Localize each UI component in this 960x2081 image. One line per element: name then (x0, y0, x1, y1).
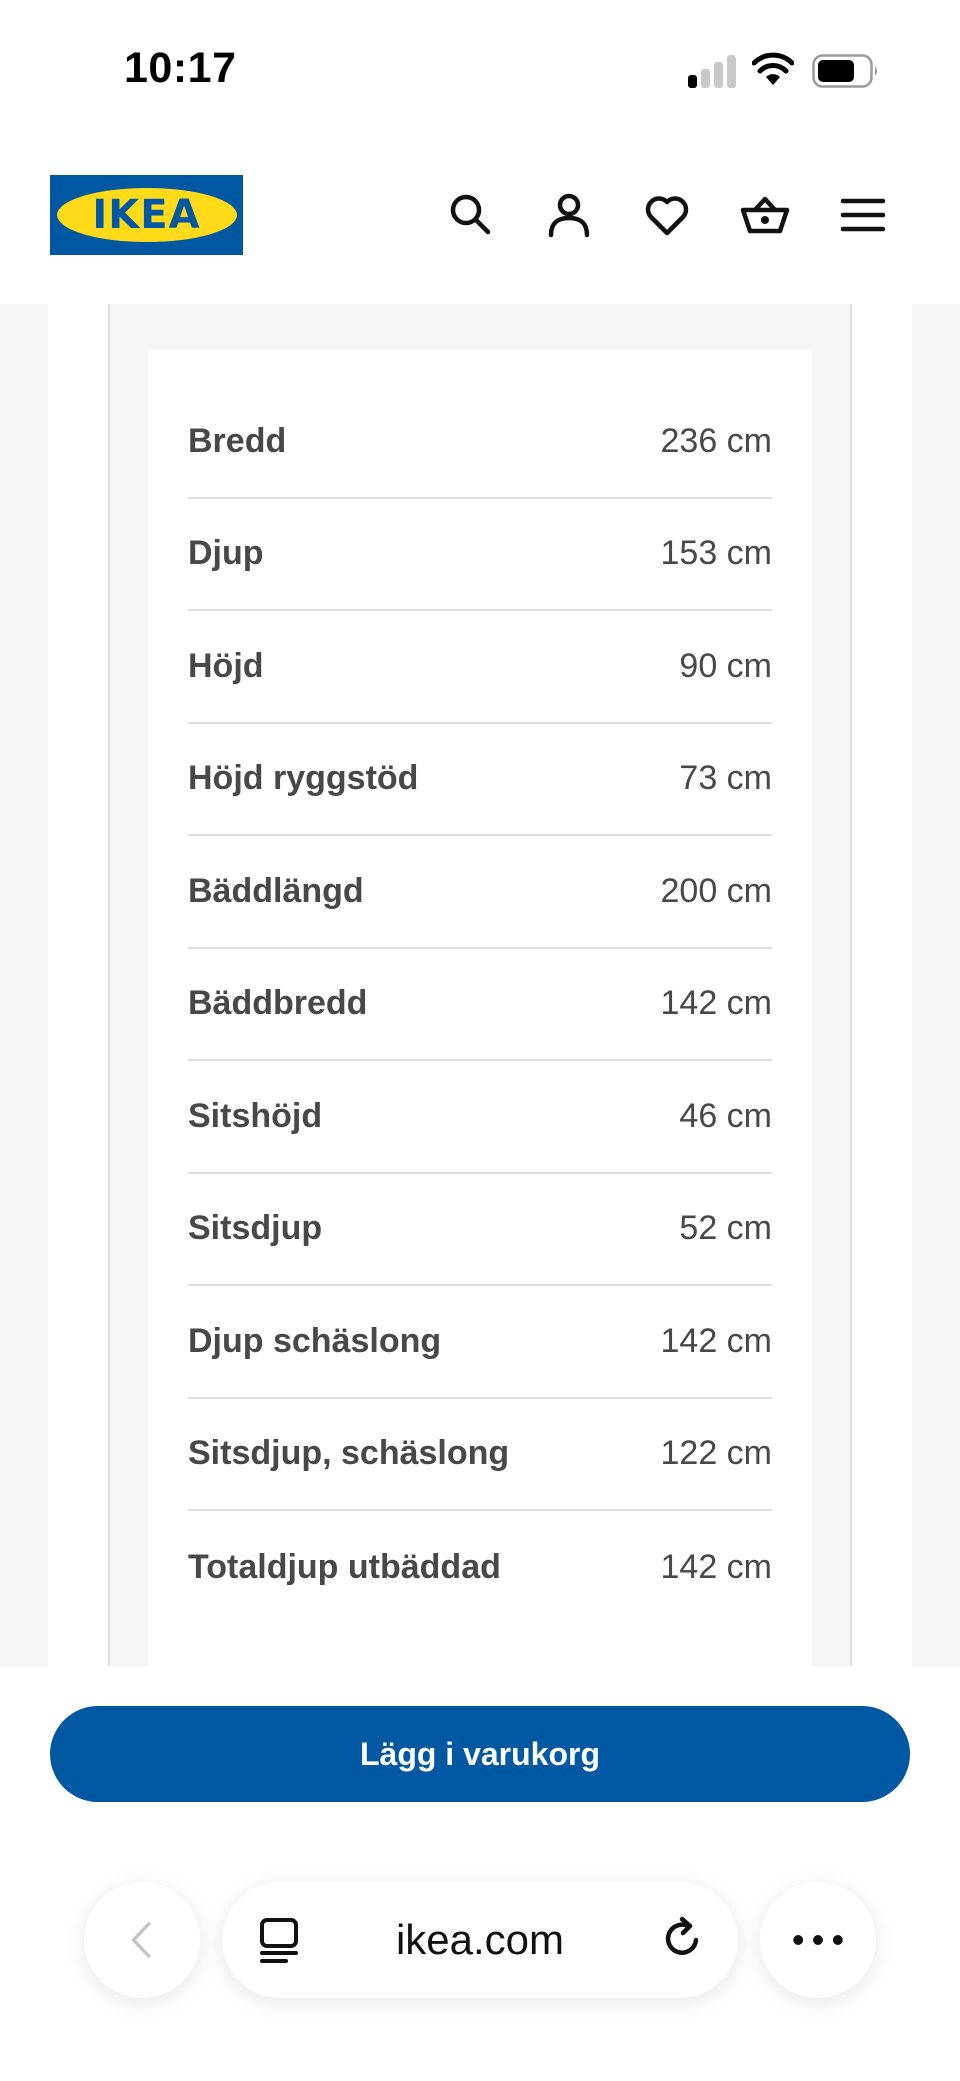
dimensions-table (188, 386, 772, 1624)
logo-text: IKEA (92, 192, 201, 238)
dimension-label: Bäddbredd (188, 984, 368, 1023)
basket-icon[interactable] (740, 190, 790, 240)
dimension-value: 73 cm (679, 759, 772, 798)
ellipsis-icon (791, 1931, 845, 1949)
dimension-value: 142 cm (660, 1321, 772, 1360)
url-text: ikea.com (395, 1916, 565, 1963)
dimension-row (188, 1511, 772, 1624)
dimension-row (188, 386, 772, 499)
dimension-row (188, 949, 772, 1062)
dimension-row (188, 836, 772, 949)
dimension-value: 52 cm (679, 1209, 772, 1248)
dimension-value: 90 cm (679, 646, 772, 685)
dimension-label: Djup (188, 534, 264, 573)
dimension-label: Totaldjup utbäddad (188, 1547, 501, 1586)
dimension-label: Sitsdjup (188, 1209, 323, 1248)
dimension-row (188, 1399, 772, 1512)
dimension-value: 142 cm (660, 984, 772, 1023)
dimension-label: Sitsdjup, schäslong (188, 1434, 510, 1473)
dimension-value: 46 cm (679, 1096, 772, 1135)
battery-icon (812, 54, 880, 88)
dimension-row (188, 499, 772, 612)
dimension-value: 200 cm (660, 871, 772, 910)
status-time: 10:17 (124, 44, 237, 92)
dimension-row (188, 1061, 772, 1174)
dimension-row (188, 724, 772, 837)
dimension-label: Sitshöjd (188, 1096, 323, 1135)
dimension-label: Höjd ryggstöd (188, 759, 419, 798)
dimension-value: 153 cm (660, 534, 772, 573)
dimension-label: Bäddlängd (188, 871, 364, 910)
more-options-button[interactable] (760, 1882, 876, 1998)
status-bar (0, 0, 960, 140)
browser-back-button[interactable] (84, 1882, 200, 1998)
dimension-label: Höjd (188, 646, 264, 685)
address-bar[interactable] (222, 1882, 738, 1998)
search-icon[interactable] (446, 190, 496, 240)
reload-icon[interactable] (658, 1914, 708, 1964)
wifi-icon (752, 52, 794, 88)
dimension-value: 236 cm (660, 421, 772, 460)
site-header (0, 140, 960, 304)
dimension-label: Djup schäslong (188, 1321, 442, 1360)
dimension-row (188, 611, 772, 724)
dimension-row (188, 1286, 772, 1399)
ikea-logo[interactable] (50, 175, 243, 255)
menu-icon[interactable] (838, 190, 888, 240)
heart-icon[interactable] (642, 190, 692, 240)
dimension-label: Bredd (188, 421, 287, 460)
add-to-cart-button[interactable]: Lägg i varukorg (50, 1706, 910, 1802)
dimension-row (188, 1174, 772, 1287)
dimension-value: 122 cm (660, 1434, 772, 1473)
cellular-signal-icon (688, 54, 738, 88)
account-icon[interactable] (544, 190, 594, 240)
dimension-value: 142 cm (660, 1547, 772, 1586)
chevron-left-icon (125, 1917, 159, 1963)
